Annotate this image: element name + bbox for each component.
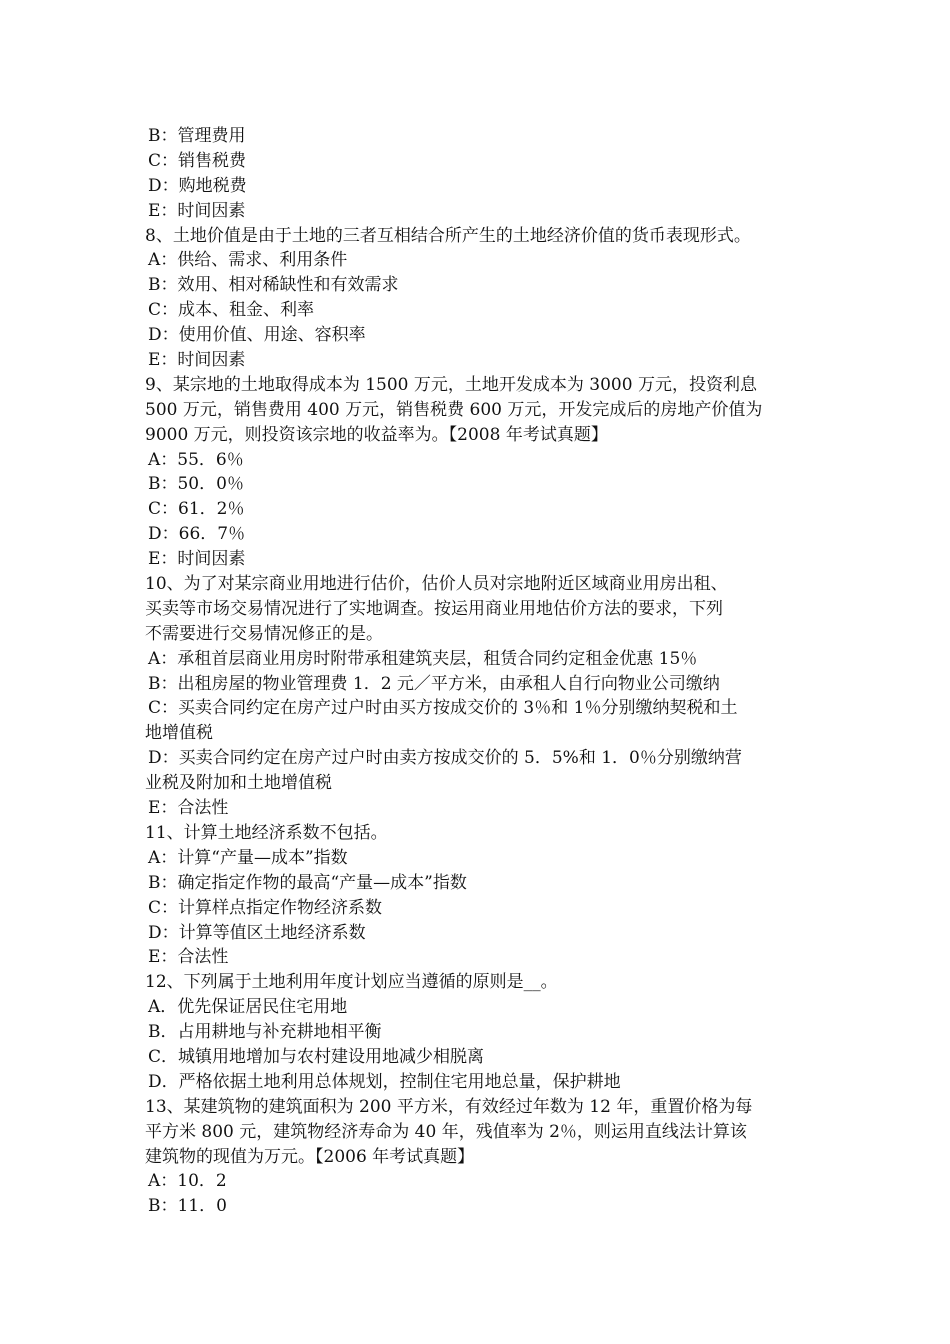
question-line: 不需要进行交易情况修正的是。 (145, 623, 383, 644)
option-line: D：购地税费 (148, 175, 247, 196)
option-line: C．城镇用地增加与农村建设用地减少相脱离 (148, 1046, 485, 1067)
question-line: 平方米 800 元，建筑物经济寿命为 40 年，残值率为 2％，则运用直线法计算该 (145, 1121, 747, 1142)
option-line: B：50．0％ (148, 474, 244, 495)
option-line: A：承租首层商业用房时附带承租建筑夹层，租赁合同约定租金优惠 15％ (148, 648, 698, 669)
question-line: 12、下列属于土地利用年度计划应当遵循的原则是__。 (145, 972, 558, 993)
question-line: 10、为了对某宗商业用地进行估价，估价人员对宗地附近区域商业用房出租、 (145, 574, 728, 595)
option-line: C：成本、租金、利率 (148, 300, 315, 321)
question-line: 9000 万元，则投资该宗地的收益率为。【2008 年考试真题】 (145, 424, 608, 445)
option-line: A：供给、需求、利用条件 (148, 250, 348, 271)
option-line: B：11．0 (148, 1196, 227, 1217)
option-line: D．严格依据土地利用总体规划，控制住宅用地总量，保护耕地 (148, 1071, 621, 1092)
option-line: D：计算等值区土地经济系数 (148, 922, 366, 943)
question-line: 建筑物的现值为万元。【2006 年考试真题】 (145, 1146, 475, 1167)
option-line: D：买卖合同约定在房产过户时由卖方按成交价的 5．5%和 1．0％分别缴纳营 (148, 748, 742, 769)
option-line: E：合法性 (148, 947, 229, 968)
option-line: B：管理费用 (148, 126, 246, 146)
option-line: D：66．7％ (148, 524, 246, 545)
option-line: B：效用、相对稀缺性和有效需求 (148, 275, 399, 296)
question-line: 8、土地价值是由于土地的三者互相结合所产生的土地经济价值的货币表现形式。 (145, 225, 751, 246)
option-line: E：合法性 (148, 798, 229, 819)
option-line: D：使用价值、用途、容积率 (148, 325, 366, 346)
option-line: C：计算样点指定作物经济系数 (148, 897, 383, 918)
option-line: B：确定指定作物的最高“产量—成本”指数 (148, 872, 467, 893)
question-line: 9、某宗地的土地取得成本为 1500 万元，土地开发成本为 3000 万元，投资利息 (145, 374, 757, 395)
option-line: B：出租房屋的物业管理费 1．2 元／平方米，由承租人自行向物业公司缴纳 (148, 673, 720, 694)
option-line: C：买卖合同约定在房产过户时由买方按成交价的 3％和 1％分别缴纳契税和土 (148, 698, 738, 719)
option-line: A：55．6％ (148, 449, 244, 470)
option-line: C：61．2％ (148, 499, 245, 520)
document-body (145, 124, 815, 1219)
option-line: C：销售税费 (148, 150, 247, 171)
question-line: 买卖等市场交易情况进行了实地调查。按运用商业用地估价方法的要求，下列 (145, 598, 723, 619)
option-line: A：10．2 (148, 1171, 227, 1192)
option-line: A．优先保证居民住宅用地 (148, 997, 348, 1018)
question-line: 地增值税 (145, 723, 213, 744)
question-line: 11、计算土地经济系数不包括。 (145, 822, 388, 843)
question-line: 500 万元，销售费用 400 万元，销售税费 600 万元，开发完成后的房地产价值为 (145, 399, 763, 420)
option-line: E：时间因素 (148, 549, 246, 570)
option-line: E：时间因素 (148, 200, 246, 221)
option-line: B．占用耕地与补充耕地相平衡 (148, 1022, 382, 1043)
question-line: 13、某建筑物的建筑面积为 200 平方米，有效经过年数为 12 年，重置价格为每 (145, 1096, 753, 1117)
option-line: A：计算“产量—成本”指数 (148, 847, 348, 868)
question-line: 业税及附加和土地增值税 (145, 773, 332, 794)
option-line: E：时间因素 (148, 350, 246, 371)
